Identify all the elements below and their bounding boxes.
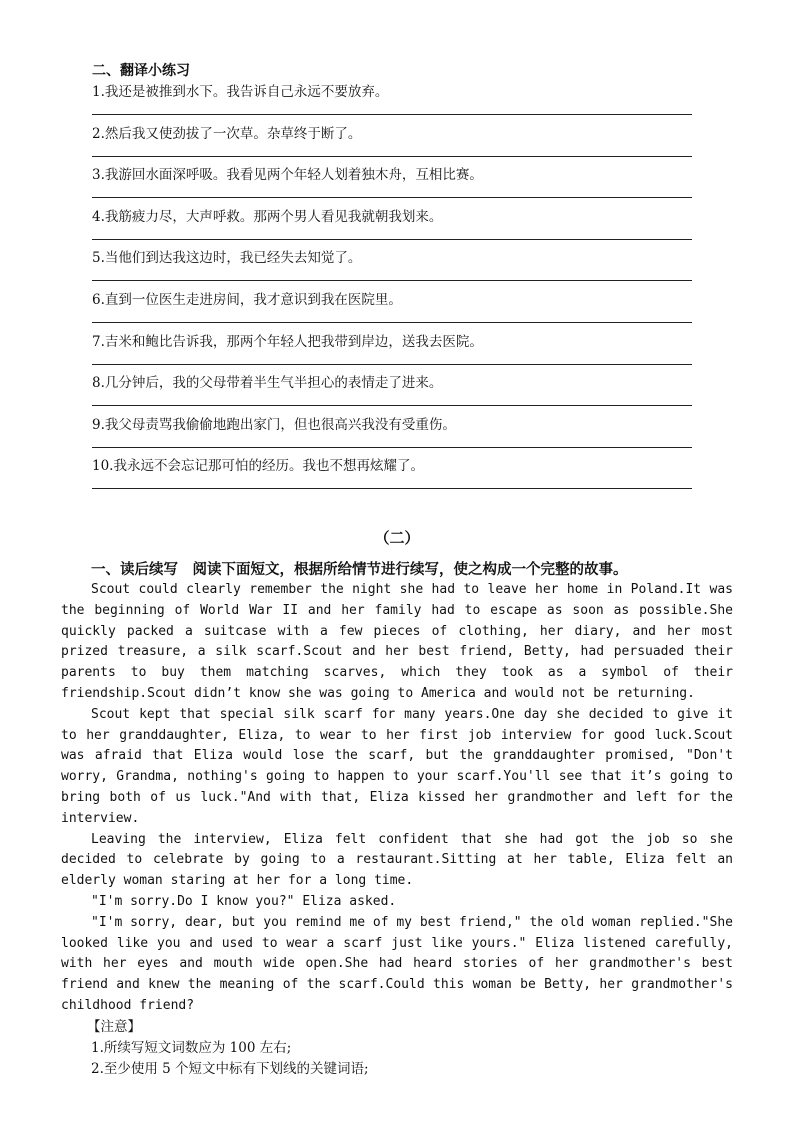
story-paragraph-2: Scout kept that special silk scarf for many years.One day she decided to give it to her granddaughter, Eliza, to wear to her first job interview for good luck.Scout was afraid that Eliza would lose the scarf, but the granddaughter promised, "Don't worry, Grandma, nothing's going to happen to your scarf.You'll see that it’s going to bring both of us luck."And with that, Eliza kissed her grandmother and left for the interview.: [61, 706, 733, 826]
task-title: 一、读后续写 阅读下面短文，根据所给情节进行续写，使之构成一个完整的故事。: [91, 561, 628, 578]
answer-line[interactable]: [92, 197, 692, 198]
exercise-sentence: 2.然后我又使劲拔了一次草。杂草终于断了。: [92, 125, 362, 142]
story-paragraph-5: "I'm sorry, dear, but you remind me of my best friend," the old woman replied."She looked like you and used to wear a scarf just like yours." Eliza listened carefully, with her eyes and mouth wide open.She had heard stories of her grandmother's best friend and knew the meaning of the scarf.Could this woman be Betty, her grandmother's childhood friend?: [61, 914, 733, 1013]
answer-line[interactable]: [92, 322, 692, 323]
exercise-item-10: [92, 454, 692, 496]
answer-line[interactable]: [92, 156, 692, 157]
exercise-item-4: [92, 205, 692, 247]
section-title: 二、翻译小练习: [92, 63, 190, 79]
story-text: [61, 580, 733, 1017]
exercise-item-6: [92, 288, 692, 330]
exercise-item-9: [92, 413, 692, 455]
exercise-item-7: [92, 330, 692, 372]
answer-line[interactable]: [92, 447, 692, 448]
exercise-item-5: [92, 246, 692, 288]
exercise-sentence: 1.我还是被推到水下。我告诉自己永远不要放弃。: [92, 84, 389, 100]
exercise-item-3: [92, 163, 692, 205]
translation-exercise-section: [92, 62, 692, 496]
exercise-sentence: 5.当他们到达我这边时，我已经失去知觉了。: [92, 250, 362, 267]
note-item-1: 1.所续写短文词数应为 100 左右;: [91, 1039, 292, 1056]
answer-line[interactable]: [92, 280, 692, 281]
answer-line[interactable]: [92, 239, 692, 240]
story-paragraph-1: Scout could clearly remember the night she had to leave her home in Poland.It was the beginning of World War II and her family had to escape as soon as possible.She quickly packed a suitcase with a few pieces of clothing, her diary, and her most prized treasure, a silk scarf.Scout and her best friend, Betty, had persuaded their parents to buy them matching scarves, which they took as a symbol of their friendship.Scout didn’t know she was going to America and would not be returning.: [61, 582, 733, 701]
exercise-sentence: 10.我永远不会忘记那可怕的经历。我也不想再炫耀了。: [92, 458, 424, 475]
story-paragraph-4: "I'm sorry.Do I know you?" Eliza asked.: [91, 893, 397, 909]
exercise-sentence: 7.吉米和鲍比告诉我，那两个年轻人把我带到岸边，送我去医院。: [92, 333, 483, 350]
story-paragraph-3: Leaving the interview, Eliza felt confident that she had got the job so she decided to celebrate by going to a restaurant.Sitting at her table, Eliza felt an elderly woman staring at her for a long time.: [61, 831, 733, 889]
note-title: 【注意】: [87, 1018, 141, 1035]
exercise-item-8: [92, 371, 692, 413]
answer-line[interactable]: [92, 405, 692, 406]
continuation-writing-section: [61, 560, 733, 1080]
answer-line[interactable]: [92, 488, 692, 489]
exercise-sentence: 8.几分钟后，我的父母带着半生气半担心的表情走了进来。: [92, 375, 443, 392]
note-item-2: 2.至少使用 5 个短文中标有下划线的关键词语;: [91, 1060, 369, 1077]
answer-line[interactable]: [92, 114, 692, 115]
exercise-sentence: 9.我父母责骂我偷偷地跑出家门，但也很高兴我没有受重伤。: [92, 416, 456, 433]
part-heading: （二）: [374, 529, 420, 547]
answer-line[interactable]: [92, 364, 692, 365]
exercise-item-2: [92, 122, 692, 164]
exercise-sentence: 6.直到一位医生走进房间，我才意识到我在医院里。: [92, 291, 402, 308]
exercise-sentence: 3.我游回水面深呼吸。我看见两个年轻人划着独木舟，互相比赛。: [92, 167, 483, 184]
exercise-item-1: [92, 80, 692, 122]
exercise-sentence: 4.我筋疲力尽，大声呼救。那两个男人看见我就朝我划来。: [92, 208, 443, 225]
